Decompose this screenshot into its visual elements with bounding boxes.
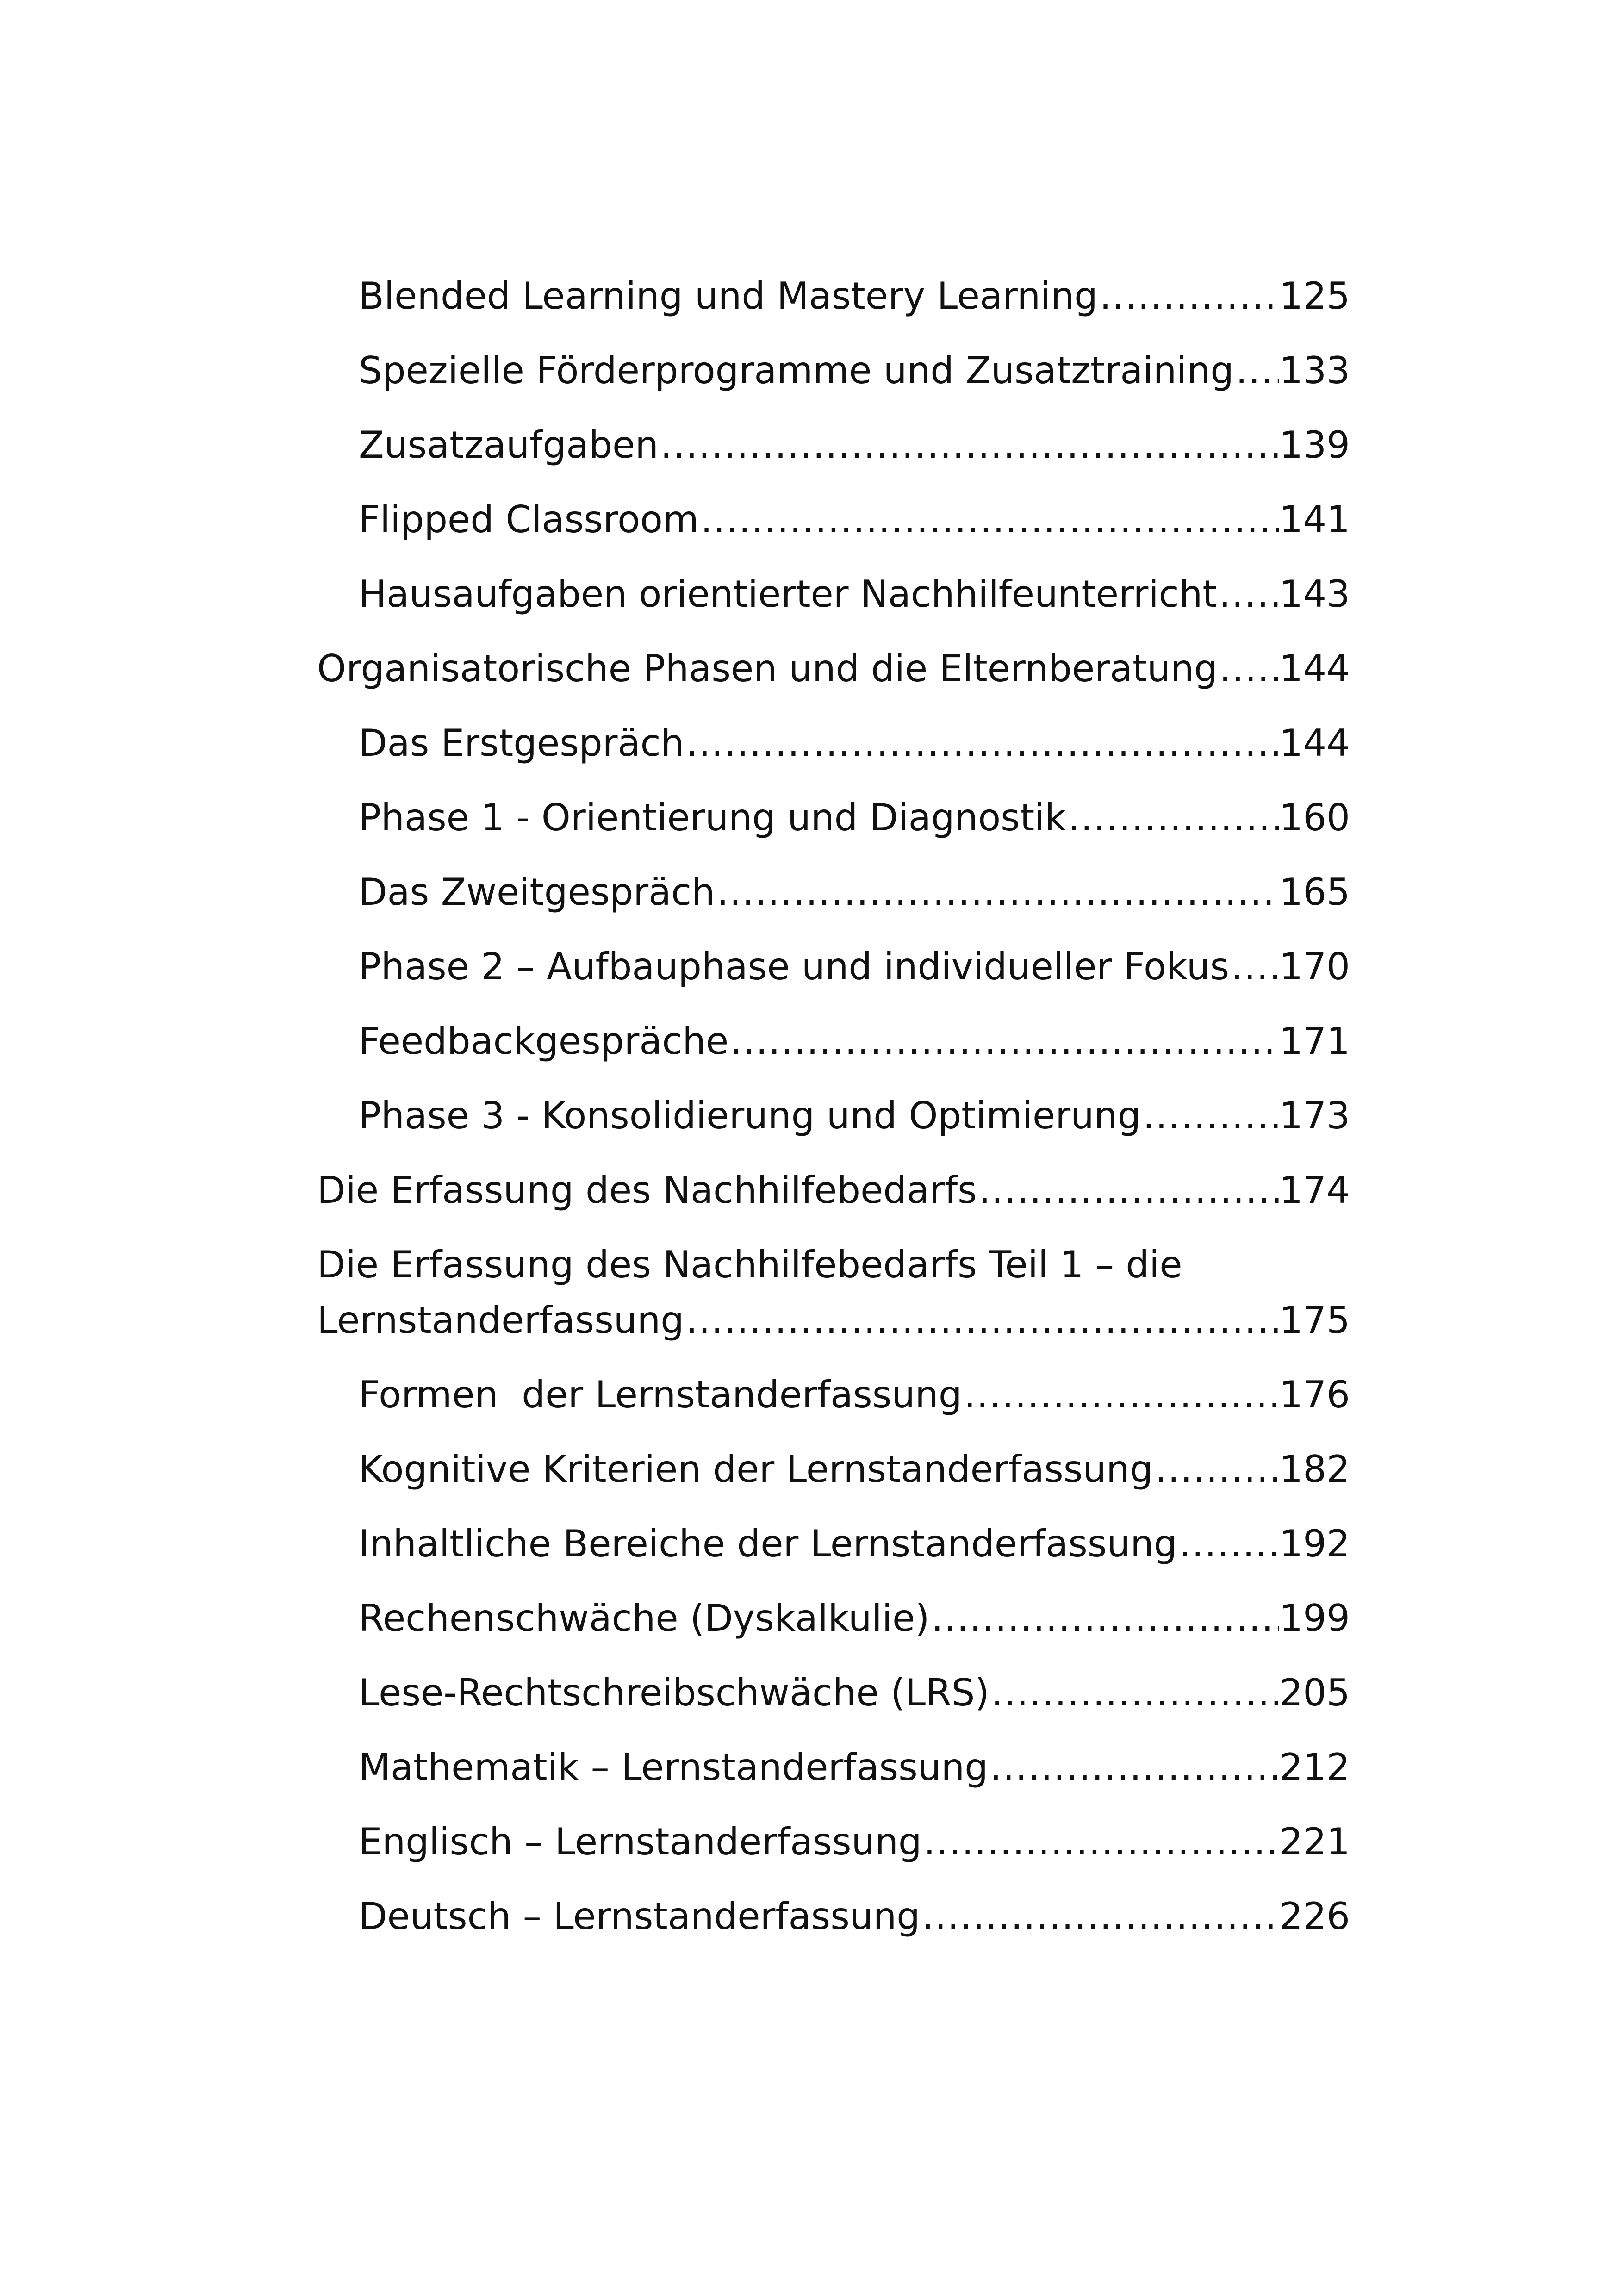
- toc-entry-page-number: 133: [1279, 349, 1350, 392]
- toc-entry-page-number: 173: [1279, 1094, 1350, 1137]
- toc-entry-label: Die Erfassung des Nachhilfebedarfs Teil 1 – die: [317, 1243, 1182, 1286]
- toc-entry-page-number: 171: [1279, 1020, 1350, 1063]
- dot-leader: [989, 1670, 1280, 1716]
- toc-entry-lrs[interactable]: [359, 1670, 1350, 1716]
- toc-entry-page-number: 144: [1279, 647, 1350, 690]
- toc-entry-inhaltliche-bereiche[interactable]: [359, 1521, 1350, 1567]
- dot-leader: [1066, 795, 1280, 841]
- toc-entry-page-number: 170: [1279, 945, 1350, 988]
- toc-entry-label: Kognitive Kriterien der Lernstanderfassung: [359, 1448, 1153, 1491]
- toc-entry-page-number: 212: [1279, 1746, 1350, 1789]
- toc-entry-label: Blended Learning und Mastery Learning: [359, 274, 1098, 317]
- toc-entry-rechenschwaeche[interactable]: [359, 1595, 1350, 1642]
- toc-entry-erstgespraech[interactable]: [359, 720, 1350, 766]
- toc-entry-page-number: 175: [1279, 1299, 1350, 1342]
- toc-entry-page-number: 221: [1279, 1820, 1350, 1863]
- toc-entry-erfassung-teil-1-line-2[interactable]: [317, 1297, 1350, 1344]
- toc-entry-page-number: 205: [1279, 1671, 1350, 1714]
- dot-leader: [1141, 1093, 1279, 1139]
- toc-entry-deutsch[interactable]: [359, 1893, 1350, 1940]
- toc-entry-zweitgespraech[interactable]: [359, 869, 1350, 915]
- toc-entry-page-number: 174: [1279, 1169, 1350, 1212]
- dot-leader: [962, 1372, 1280, 1418]
- toc-entry-page-number: 199: [1279, 1597, 1350, 1640]
- toc-entry-label: Lernstanderfassung: [317, 1299, 684, 1342]
- toc-entry-label: Formen der Lernstanderfassung: [359, 1373, 962, 1416]
- toc-entry-label: Spezielle Förderprogramme und Zusatztraining: [359, 349, 1234, 392]
- dot-leader: [659, 422, 1279, 468]
- toc-entry-kognitive-kriterien[interactable]: [359, 1446, 1350, 1493]
- toc-entry-page-number: 141: [1279, 498, 1350, 541]
- toc-entry-label: Inhaltliche Bereiche der Lernstanderfassung: [359, 1522, 1177, 1565]
- toc-entry-label: Die Erfassung des Nachhilfebedarfs: [317, 1169, 977, 1212]
- toc-entry-label: Feedbackgespräche: [359, 1020, 729, 1063]
- dot-leader: [1177, 1521, 1280, 1567]
- toc-entry-label: Lese-Rechtschreibschwäche (LRS): [359, 1671, 989, 1714]
- toc-entry-page-number: 143: [1279, 572, 1350, 616]
- toc-entry-page-number: 192: [1279, 1522, 1350, 1565]
- toc-entry-phase-1[interactable]: [359, 795, 1350, 841]
- toc-entry-label: Das Erstgespräch: [359, 722, 685, 765]
- dot-leader: [977, 1167, 1279, 1213]
- toc-entry-label: Zusatzaufgaben: [359, 423, 659, 467]
- toc-entry-page-number: 125: [1279, 274, 1350, 317]
- dot-leader: [1218, 646, 1280, 692]
- toc-entry-page-number: 176: [1279, 1373, 1350, 1416]
- toc-entry-label: Deutsch – Lernstanderfassung: [359, 1895, 921, 1938]
- toc-entry-mathematik[interactable]: [359, 1744, 1350, 1791]
- toc-entry-label: Phase 3 - Konsolidierung und Optimierung: [359, 1094, 1141, 1137]
- dot-leader: [699, 497, 1279, 543]
- toc-entry-hausaufgaben[interactable]: [359, 571, 1350, 617]
- toc-entry-phase-3[interactable]: [359, 1093, 1350, 1139]
- dot-leader: [728, 1018, 1279, 1064]
- dot-leader: [922, 1819, 1280, 1865]
- dot-leader: [929, 1595, 1279, 1642]
- toc-entry-label: Organisatorische Phasen und die Elternberatung: [317, 647, 1218, 690]
- toc-entry-label: Rechenschwäche (Dyskalkulie): [359, 1597, 930, 1640]
- toc-entry-page-number: 182: [1279, 1448, 1350, 1491]
- toc-entry-englisch[interactable]: [359, 1819, 1350, 1865]
- toc-entry-page-number: 226: [1279, 1895, 1350, 1938]
- toc-entry-label: Flipped Classroom: [359, 498, 699, 541]
- toc-entry-blended-learning[interactable]: [359, 273, 1350, 319]
- toc-entry-formen-lernstanderfassung[interactable]: [359, 1372, 1350, 1418]
- toc-entry-label: Mathematik – Lernstanderfassung: [359, 1746, 989, 1789]
- toc-entry-erfassung-teil-1-line-1[interactable]: [317, 1242, 1350, 1288]
- dot-leader: [1229, 944, 1279, 990]
- toc-entry-phase-2[interactable]: [359, 944, 1350, 990]
- toc-entry-label: Das Zweitgespräch: [359, 871, 715, 914]
- dot-leader: [988, 1744, 1279, 1791]
- toc-entry-label: Hausaufgaben orientierter Nachhilfeunterricht: [359, 572, 1217, 616]
- dot-leader: [1153, 1446, 1280, 1493]
- toc-entry-flipped-classroom[interactable]: [359, 497, 1350, 543]
- toc-entry-erfassung-nachhilfebedarf[interactable]: [317, 1167, 1350, 1213]
- dot-leader: [684, 720, 1279, 766]
- toc-entry-label: Englisch – Lernstanderfassung: [359, 1820, 922, 1863]
- dot-leader: [684, 1297, 1279, 1344]
- toc-entry-label: Phase 2 – Aufbauphase und individueller Fokus: [359, 945, 1230, 988]
- dot-leader: [1217, 571, 1280, 617]
- toc-entry-page-number: 144: [1279, 722, 1350, 765]
- dot-leader: [1234, 348, 1279, 394]
- toc-entry-feedbackgespraeche[interactable]: [359, 1018, 1350, 1064]
- dot-leader: [920, 1893, 1279, 1940]
- toc-entry-page-number: 165: [1279, 871, 1350, 914]
- toc-entry-page-number: 139: [1279, 423, 1350, 467]
- toc-entry-zusatzaufgaben[interactable]: [359, 422, 1350, 468]
- toc-entry-organisatorische-phasen[interactable]: [317, 646, 1350, 692]
- toc-entry-page-number: 160: [1279, 796, 1350, 839]
- dot-leader: [715, 869, 1279, 915]
- toc-entry-foerderprogramme[interactable]: [359, 348, 1350, 394]
- toc-entry-label: Phase 1 - Orientierung und Diagnostik: [359, 796, 1066, 839]
- dot-leader: [1098, 273, 1279, 319]
